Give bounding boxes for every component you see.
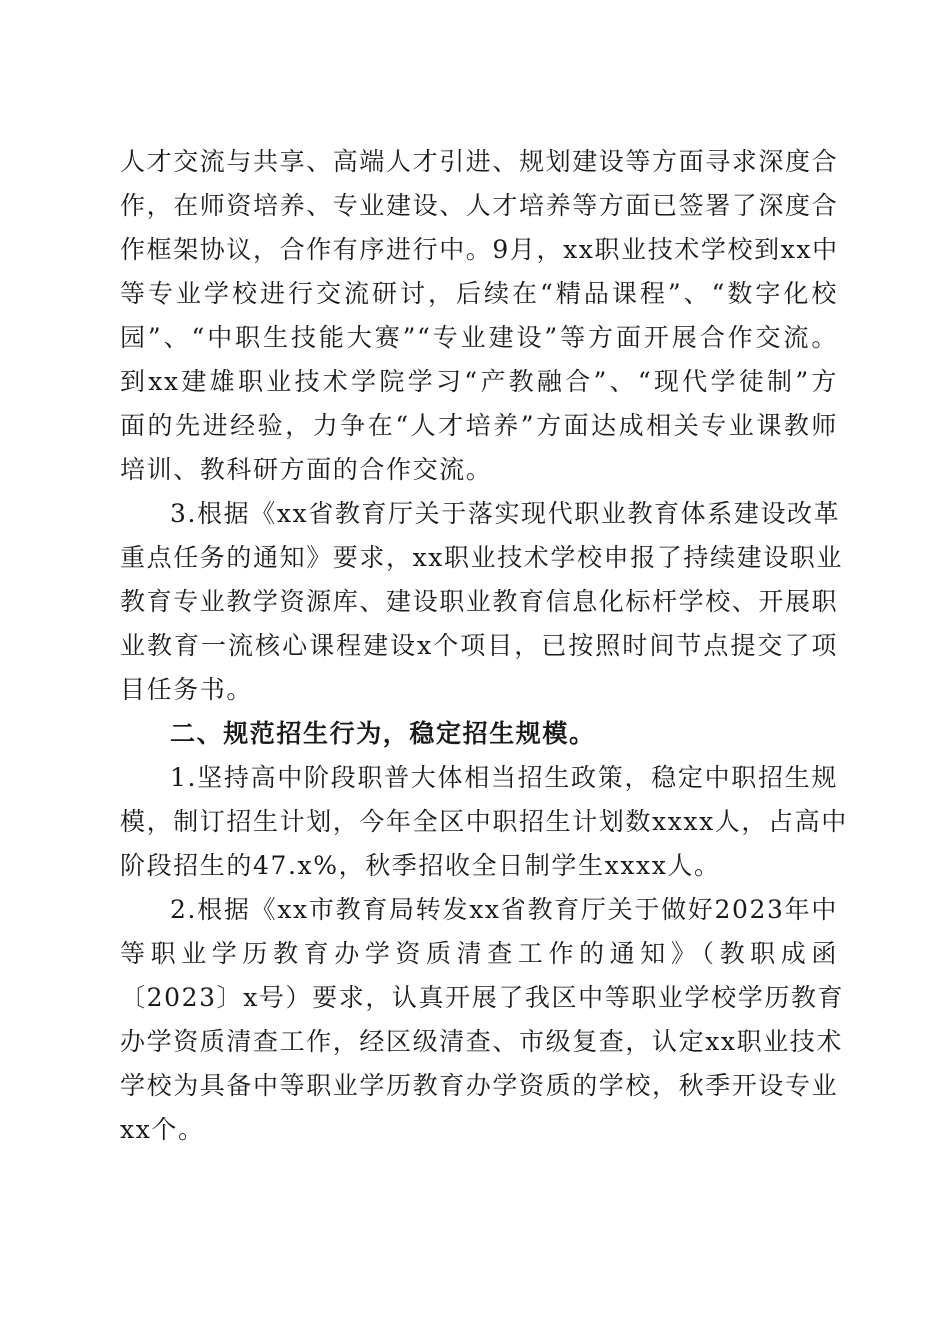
text-line: 作，在师资培养、专业建设、人才培养等方面已签署了深度合 <box>120 191 839 220</box>
text-line: 面的先进经验，力争在“人才培养”方面达成相关专业课教师 <box>120 411 838 440</box>
text-line: 作框架协议，合作有序进行中。9月，xx职业技术学校到xx中 <box>120 235 839 264</box>
paragraph-first-line: 2.根据《xx市教育局转发xx省教育厅关于做好2023年中 <box>170 895 838 924</box>
paragraph-first-line: 1.坚持高中阶段职普大体相当招生政策，稳定中职招生规 <box>170 763 838 792</box>
text-line: 目任务书。 <box>120 675 254 704</box>
text-line: 到xx建雄职业技术学院学习“产教融合”、“现代学徒制”方 <box>120 367 838 396</box>
text-line: 模，制订招生计划，今年全区中职招生计划数xxxx人，占高中 <box>120 807 848 836</box>
text-line: 园”、“中职生技能大赛”“专业建设”等方面开展合作交流。 <box>120 323 838 352</box>
text-line: 等职业学历教育办学资质清查工作的通知》（教职成函 <box>120 939 838 968</box>
text-line: 教育专业教学资源库、建设职业教育信息化标杆学校、开展职 <box>120 587 839 616</box>
text-line: xx个。 <box>120 1115 205 1144</box>
section-heading: 二、规范招生行为，稳定招生规模。 <box>170 719 596 748</box>
text-line: 人才交流与共享、高端人才引进、规划建设等方面寻求深度合 <box>120 147 839 176</box>
text-line: 〔2023〕x号）要求，认真开展了我区中等职业学校学历教育 <box>120 983 845 1012</box>
document-page <box>120 140 848 1152</box>
text-line: 等专业学校进行交流研讨，后续在“精品课程”、“数字化校 <box>120 279 838 308</box>
text-line: 培训、教科研方面的合作交流。 <box>120 455 493 484</box>
text-line: 办学资质清查工作，经区级清查、市级复查，认定xx职业技术 <box>120 1027 844 1056</box>
text-line: 重点任务的通知》要求，xx职业技术学校申报了持续建设职业 <box>120 543 844 572</box>
text-line: 阶段招生的47.x%，秋季招收全日制学生xxxx人。 <box>120 851 721 880</box>
text-line: 学校为具备中等职业学历教育办学资质的学校，秋季开设专业 <box>120 1071 839 1100</box>
text-line: 业教育一流核心课程建设x个项目，已按照时间节点提交了项 <box>120 631 838 660</box>
paragraph-first-line: 3.根据《xx省教育厅关于落实现代职业教育体系建设改革 <box>170 499 841 528</box>
